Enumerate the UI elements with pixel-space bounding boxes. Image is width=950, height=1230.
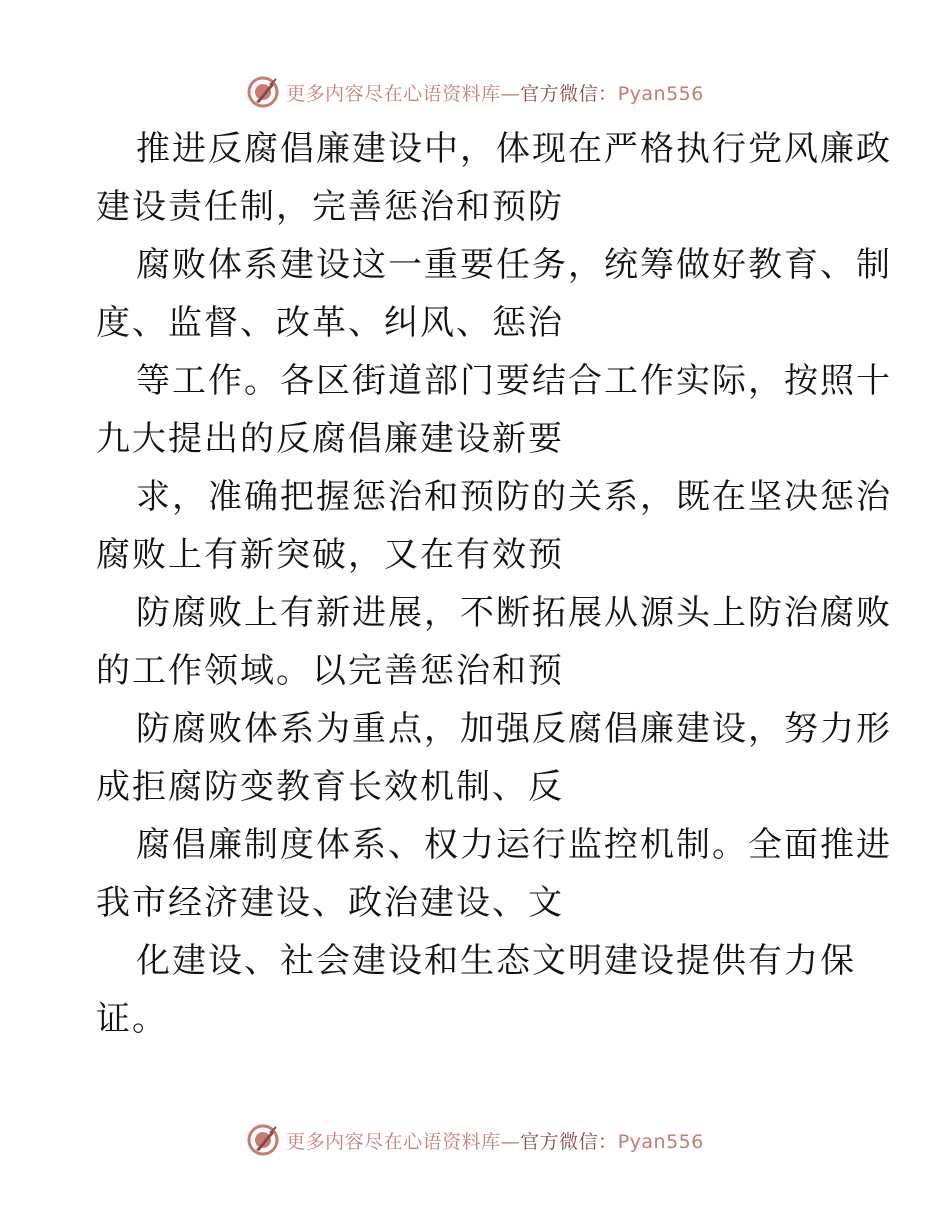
body-line: 证。 [96,999,168,1039]
header-wechat-label: 官方微信： [520,82,618,105]
header-wechat-id: Pyan556 [617,82,704,105]
footer-banner-text [286,1127,704,1154]
body-line: 度、监督、改革、纠风、惩治 [96,303,564,343]
body-line: 等工作。各区街道部门要结合工作实际，按照十 [136,361,892,401]
quill-seal-logo-icon [246,75,280,109]
body-line: 腐败体系建设这一重要任务，统筹做好教育、制 [136,245,892,285]
document-body [96,120,892,1048]
quill-seal-logo-icon [246,1123,280,1157]
header-banner-text [286,79,704,106]
body-line: 防腐败上有新进展，不断拓展从源头上防治腐败 [136,593,892,633]
body-line: 腐倡廉制度体系、权力运行监控机制。全面推进 [136,825,892,865]
header-banner [0,72,950,112]
body-line: 防腐败体系为重点，加强反腐倡廉建设，努力形 [136,709,892,749]
body-line: 的工作领域。以完善惩治和预 [96,651,564,691]
body-line: 腐败上有新突破，又在有效预 [96,535,564,575]
body-line: 成拒腐防变教育长效机制、反 [96,767,564,807]
footer-separator: — [500,1130,521,1153]
header-separator: — [500,82,521,105]
footer-wechat-id: Pyan556 [617,1130,704,1153]
header-brand-text: 更多内容尽在心语资料库 [286,82,501,105]
body-line: 建设责任制，完善惩治和预防 [96,187,564,227]
body-line: 九大提出的反腐倡廉建设新要 [96,419,564,459]
body-line: 推进反腐倡廉建设中，体现在严格执行党风廉政 [136,129,892,169]
body-line: 求，准确把握惩治和预防的关系，既在坚决惩治 [136,477,892,517]
footer-brand-text: 更多内容尽在心语资料库 [286,1130,501,1153]
body-line: 化建设、社会建设和生态文明建设提供有力保 [136,941,856,981]
footer-banner [0,1120,950,1160]
body-line: 我市经济建设、政治建设、文 [96,883,564,923]
footer-wechat-label: 官方微信： [520,1130,618,1153]
